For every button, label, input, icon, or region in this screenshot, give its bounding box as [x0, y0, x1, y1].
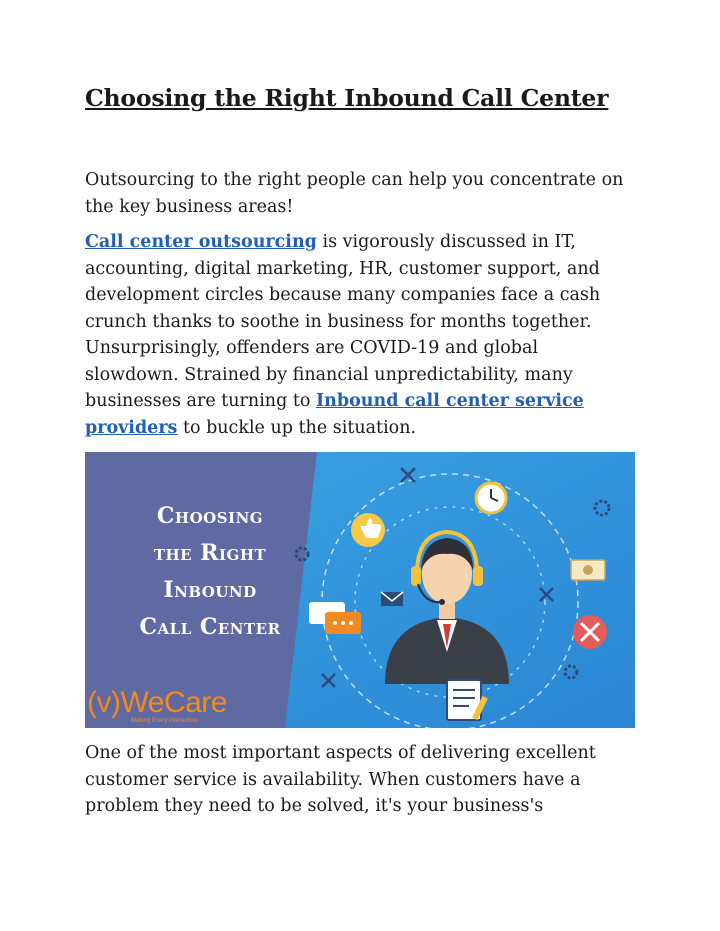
closing-paragraph: One of the most important aspects of delivering excellent customer service is availability. When customers have a problem they need to be solved, it's your business's	[85, 743, 596, 816]
document-icon	[447, 680, 488, 720]
hero-title-line: Choosing	[156, 503, 264, 529]
hero-title	[115, 498, 305, 646]
inbound-providers-link[interactable]: Inbound call center service providers	[85, 391, 584, 438]
hero-title-line: the Right	[153, 540, 267, 566]
brand-name: (v)WeCare	[87, 686, 227, 719]
mail-icon	[381, 592, 403, 606]
intro-paragraph: Outsourcing to the right people can help you concentrate on the key business areas!	[85, 170, 624, 217]
body-paragraph	[85, 229, 637, 441]
page-title: Choosing the Right Inbound Call Center	[85, 84, 609, 112]
body-text-2: to buckle up the situation.	[177, 417, 417, 438]
brand-logo	[87, 688, 227, 724]
call-center-outsourcing-link[interactable]: Call center outsourcing	[85, 232, 317, 252]
thumbs-up-icon	[351, 513, 385, 547]
tools-icon	[573, 615, 607, 649]
hero-image	[85, 452, 635, 728]
hero-title-line: Call Center	[139, 614, 281, 640]
cash-icon	[571, 560, 605, 580]
hero-title-line: Inbound	[163, 577, 257, 603]
clock-icon	[476, 483, 506, 513]
brand-tagline: Making Every Interaction	[131, 718, 198, 724]
body-text-1: is vigorously discussed in IT, accounting, digital marketing, HR, customer support, and development circles because many companies face a cash crunch thanks to soothe in business for months together. Unsurprisingly, offenders are COVID-19 and global slowdown. Strained by financial unpredictability, many businesses are turning to	[85, 232, 601, 411]
